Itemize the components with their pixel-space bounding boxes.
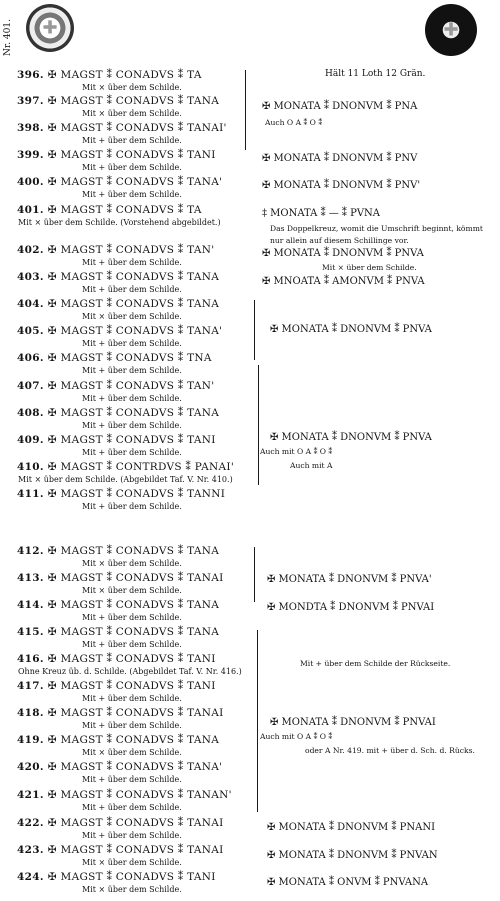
brace <box>258 365 259 485</box>
entry-row <box>17 844 224 856</box>
entry-number: 399. <box>17 149 44 161</box>
entry-legend: ✠ MAGST ⁑ CONADVS ⁑ TA <box>47 69 202 81</box>
entry-legend: ✠ MAGST ⁑ CONADVS ⁑ TANA' <box>47 325 223 337</box>
entry-number: 412. <box>17 545 44 557</box>
cross-icon: ✚ <box>443 19 459 41</box>
brace <box>254 300 255 360</box>
reverse-note: Das Doppelkreuz, womit die Umschrift beginnt, kömmt <box>270 224 483 233</box>
entry-number: 396. <box>17 69 44 81</box>
entry-number: 423. <box>17 844 44 856</box>
entry-note: Mit + über dem Schilde. <box>82 258 182 267</box>
entry-note: Ohne Kreuz üb. d. Schilde. (Abgebildet Taf. V. Nr. 416.) <box>18 667 242 676</box>
entry-legend: ✠ MAGST ⁑ CONADVS ⁑ TANA' <box>47 761 223 773</box>
entry-legend: ✠ MAGST ⁑ CONADVS ⁑ TANA <box>47 271 220 283</box>
reverse-seal-image <box>425 4 477 56</box>
entry-number: 421. <box>17 789 44 801</box>
entry-note: Mit × über dem Schilde. (Vorstehend abgebildet.) <box>18 218 221 227</box>
reverse-legend: ✠ MONATA ⁑ DNONVM ⁑ PNVAI <box>270 717 436 728</box>
entry-legend: ✠ MAGST ⁑ CONADVS ⁑ TANAI <box>47 844 224 856</box>
entry-note: Mit + über dem Schilde. <box>82 775 182 784</box>
entry-legend: ✠ MAGST ⁑ CONADVS ⁑ TANA <box>47 626 220 638</box>
entry-row <box>17 176 222 188</box>
entry-note: Mit + über dem Schilde. <box>82 190 182 199</box>
entry-number: 400. <box>17 176 44 188</box>
entry-number: 397. <box>17 95 44 107</box>
reverse-legend: ✠ MONATA ⁑ DNONVM ⁑ PNA <box>262 101 418 112</box>
entry-number: 422. <box>17 817 44 829</box>
brace <box>257 630 258 812</box>
entry-number: 418. <box>17 707 44 719</box>
reverse-note: Auch mit A <box>290 461 333 470</box>
brace <box>254 547 255 602</box>
entry-note: Mit + über dem Schilde. <box>82 831 182 840</box>
entry-note: Mit + über dem Schilde. <box>82 613 182 622</box>
entry-row <box>17 69 202 81</box>
reverse-note: Mit × über dem Schilde. <box>322 263 417 272</box>
entry-row <box>17 626 219 638</box>
entry-legend: ✠ MAGST ⁑ CONADVS ⁑ TANAI <box>47 572 224 584</box>
cross-icon: ✚ <box>42 17 58 39</box>
entry-note: Mit × über dem Schilde. <box>82 858 182 867</box>
entry-legend: ✠ MAGST ⁑ CONADVS ⁑ TANAI' <box>47 122 227 134</box>
reverse-legend: ✠ MONATA ⁑ DNONVM ⁑ PNVA <box>270 432 432 443</box>
entry-row <box>17 545 219 557</box>
entry-number: 411. <box>17 488 44 500</box>
brace <box>245 70 246 150</box>
entry-row <box>17 871 216 883</box>
entry-number: 404. <box>17 298 44 310</box>
entry-number: 403. <box>17 271 44 283</box>
entry-note: Mit + über dem Schilde. <box>82 421 182 430</box>
entry-legend: ✠ MAGST ⁑ CONADVS ⁑ TANI <box>47 434 216 446</box>
entry-number: 420. <box>17 761 44 773</box>
entry-number: 417. <box>17 680 44 692</box>
entry-note: Mit + über dem Schilde. <box>82 339 182 348</box>
entry-row <box>17 599 219 611</box>
entry-number: 406. <box>17 352 44 364</box>
entry-legend: ✠ MAGST ⁑ CONADVS ⁑ TANA <box>47 407 220 419</box>
entry-note: Mit × über dem Schilde. <box>82 748 182 757</box>
entry-note: Mit × über dem Schilde. <box>82 312 182 321</box>
entry-row <box>17 204 202 216</box>
entry-note: Mit + über dem Schilde. <box>82 640 182 649</box>
entry-row <box>17 271 219 283</box>
entry-number: 401. <box>17 204 44 216</box>
entry-legend: ✠ MAGST ⁑ CONADVS ⁑ TANAI <box>47 817 224 829</box>
entry-row <box>17 149 216 161</box>
entry-note: Mit + über dem Schilde. <box>82 136 182 145</box>
entry-note: Mit × über dem Schilde. <box>82 109 182 118</box>
obverse-seal-image <box>26 4 74 52</box>
entry-row <box>17 707 224 719</box>
entry-row <box>17 352 212 364</box>
entry-number: 413. <box>17 572 44 584</box>
entry-row <box>17 298 219 310</box>
entry-legend: ✠ MAGST ⁑ CONADVS ⁑ TANI <box>47 871 216 883</box>
entry-number: 419. <box>17 734 44 746</box>
entry-legend: ✠ MAGST ⁑ CONADVS ⁑ TANAI <box>47 707 224 719</box>
entry-row <box>17 653 216 665</box>
entry-note: Mit × über dem Schilde. <box>82 83 182 92</box>
entry-note: Mit + über dem Schilde. <box>82 285 182 294</box>
entry-number: 409. <box>17 434 44 446</box>
reverse-note: Mit + über dem Schilde der Rückseite. <box>300 659 451 668</box>
entry-note: Mit × über dem Schilde. (Abgebildet Taf. V. Nr. 410.) <box>18 475 233 484</box>
entry-legend: ✠ MAGST ⁑ CONADVS ⁑ TANA <box>47 95 220 107</box>
entry-number: 402. <box>17 244 44 256</box>
entry-legend: ✠ MAGST ⁑ CONADVS ⁑ TAN' <box>47 380 215 392</box>
entry-row <box>17 817 224 829</box>
entry-row <box>17 488 225 500</box>
reverse-legend: ✠ MONATA ⁑ DNONVM ⁑ PNVA <box>270 324 432 335</box>
entry-note: Mit + über dem Schilde. <box>82 163 182 172</box>
entry-legend: ✠ MAGST ⁑ CONADVS ⁑ TA <box>47 204 202 216</box>
entry-number: 407. <box>17 380 44 392</box>
reverse-legend: ✠ MONATA ⁑ DNONVM ⁑ PNANI <box>267 822 436 833</box>
reverse-note: Auch mit O A ⁑ O ⁑ <box>260 447 333 456</box>
entry-row <box>17 95 219 107</box>
page-number: Nr. 401. <box>3 19 13 57</box>
entry-legend: ✠ MAGST ⁑ CONADVS ⁑ TNA <box>47 352 212 364</box>
entry-number: 410. <box>17 461 44 473</box>
reverse-legend: ✠ MONATA ⁑ DNONVM ⁑ PNVA <box>262 248 424 259</box>
entry-row <box>17 244 214 256</box>
entry-row <box>17 734 219 746</box>
reverse-legend: ✠ MONATA ⁑ ONVM ⁑ PNVANA <box>267 877 429 888</box>
entry-note: Mit + über dem Schilde. <box>82 448 182 457</box>
reverse-note: Auch mit O A ⁑ O ⁑ <box>260 732 333 741</box>
entry-note: Mit + über dem Schilde. <box>82 502 182 511</box>
reverse-legend: ✠ MONATA ⁑ DNONVM ⁑ PNVA' <box>267 574 432 585</box>
entry-number: 424. <box>17 871 44 883</box>
entry-note: Mit × über dem Schilde. <box>82 885 182 894</box>
entry-legend: ✠ MAGST ⁑ CONADVS ⁑ TANI <box>47 653 216 665</box>
entry-note: Mit + über dem Schilde. <box>82 366 182 375</box>
reverse-legend: ✠ MNOATA ⁑ AMONVM ⁑ PNVA <box>262 276 425 287</box>
entry-legend: ✠ MAGST ⁑ CONADVS ⁑ TANA <box>47 734 220 746</box>
reverse-legend: ✠ MONDTA ⁑ DNONVM ⁑ PNVAI <box>267 602 435 613</box>
header-weight: Hält 11 Loth 12 Grän. <box>325 69 426 79</box>
entry-legend: ✠ MAGST ⁑ CONADVS ⁑ TANI <box>47 680 216 692</box>
entry-row <box>17 789 232 801</box>
reverse-legend: ‡ MONATA ⁑ — ⁑ PVNA <box>262 208 381 219</box>
entry-legend: ✠ MAGST ⁑ CONADVS ⁑ TANA <box>47 599 220 611</box>
entry-note: Mit × über dem Schilde. <box>82 559 182 568</box>
entry-row <box>17 761 222 773</box>
entry-legend: ✠ MAGST ⁑ CONADVS ⁑ TAN' <box>47 244 215 256</box>
entry-row <box>17 407 219 419</box>
entry-legend: ✠ MAGST ⁑ CONADVS ⁑ TANNI <box>47 488 226 500</box>
entry-legend: ✠ MAGST ⁑ CONADVS ⁑ TANA <box>47 298 220 310</box>
entry-number: 414. <box>17 599 44 611</box>
reverse-note: Auch O A ⁑ O ⁑ <box>265 118 323 127</box>
entry-row <box>17 680 216 692</box>
entry-row <box>17 434 216 446</box>
entry-legend: ✠ MAGST ⁑ CONTRDVS ⁑ PANAI' <box>47 461 235 473</box>
entry-legend: ✠ MAGST ⁑ CONADVS ⁑ TANI <box>47 149 216 161</box>
entry-note: Mit + über dem Schilde. <box>82 721 182 730</box>
reverse-note: nur allein auf diesem Schillinge vor. <box>270 236 409 245</box>
entry-note: Mit + über dem Schilde. <box>82 803 182 812</box>
entry-number: 398. <box>17 122 44 134</box>
entry-legend: ✠ MAGST ⁑ CONADVS ⁑ TANA' <box>47 176 223 188</box>
reverse-legend: ✠ MONATA ⁑ DNONVM ⁑ PNV' <box>262 180 421 191</box>
entry-legend: ✠ MAGST ⁑ CONADVS ⁑ TANA <box>47 545 220 557</box>
entry-number: 405. <box>17 325 44 337</box>
entry-row <box>17 380 214 392</box>
entry-row <box>17 461 234 473</box>
entry-number: 408. <box>17 407 44 419</box>
entry-note: Mit + über dem Schilde. <box>82 394 182 403</box>
reverse-legend: ✠ MONATA ⁑ DNONVM ⁑ PNVAN <box>267 850 438 861</box>
entry-row <box>17 122 227 134</box>
reverse-note: oder A Nr. 419. mit + über d. Sch. d. Rücks. <box>305 746 475 755</box>
entry-row <box>17 325 222 337</box>
entry-note: Mit + über dem Schilde. <box>82 694 182 703</box>
entry-legend: ✠ MAGST ⁑ CONADVS ⁑ TANAN' <box>47 789 232 801</box>
entry-note: Mit × über dem Schilde. <box>82 586 182 595</box>
reverse-legend: ✠ MONATA ⁑ DNONVM ⁑ PNV <box>262 153 418 164</box>
entry-row <box>17 572 224 584</box>
entry-number: 415. <box>17 626 44 638</box>
entry-number: 416. <box>17 653 44 665</box>
